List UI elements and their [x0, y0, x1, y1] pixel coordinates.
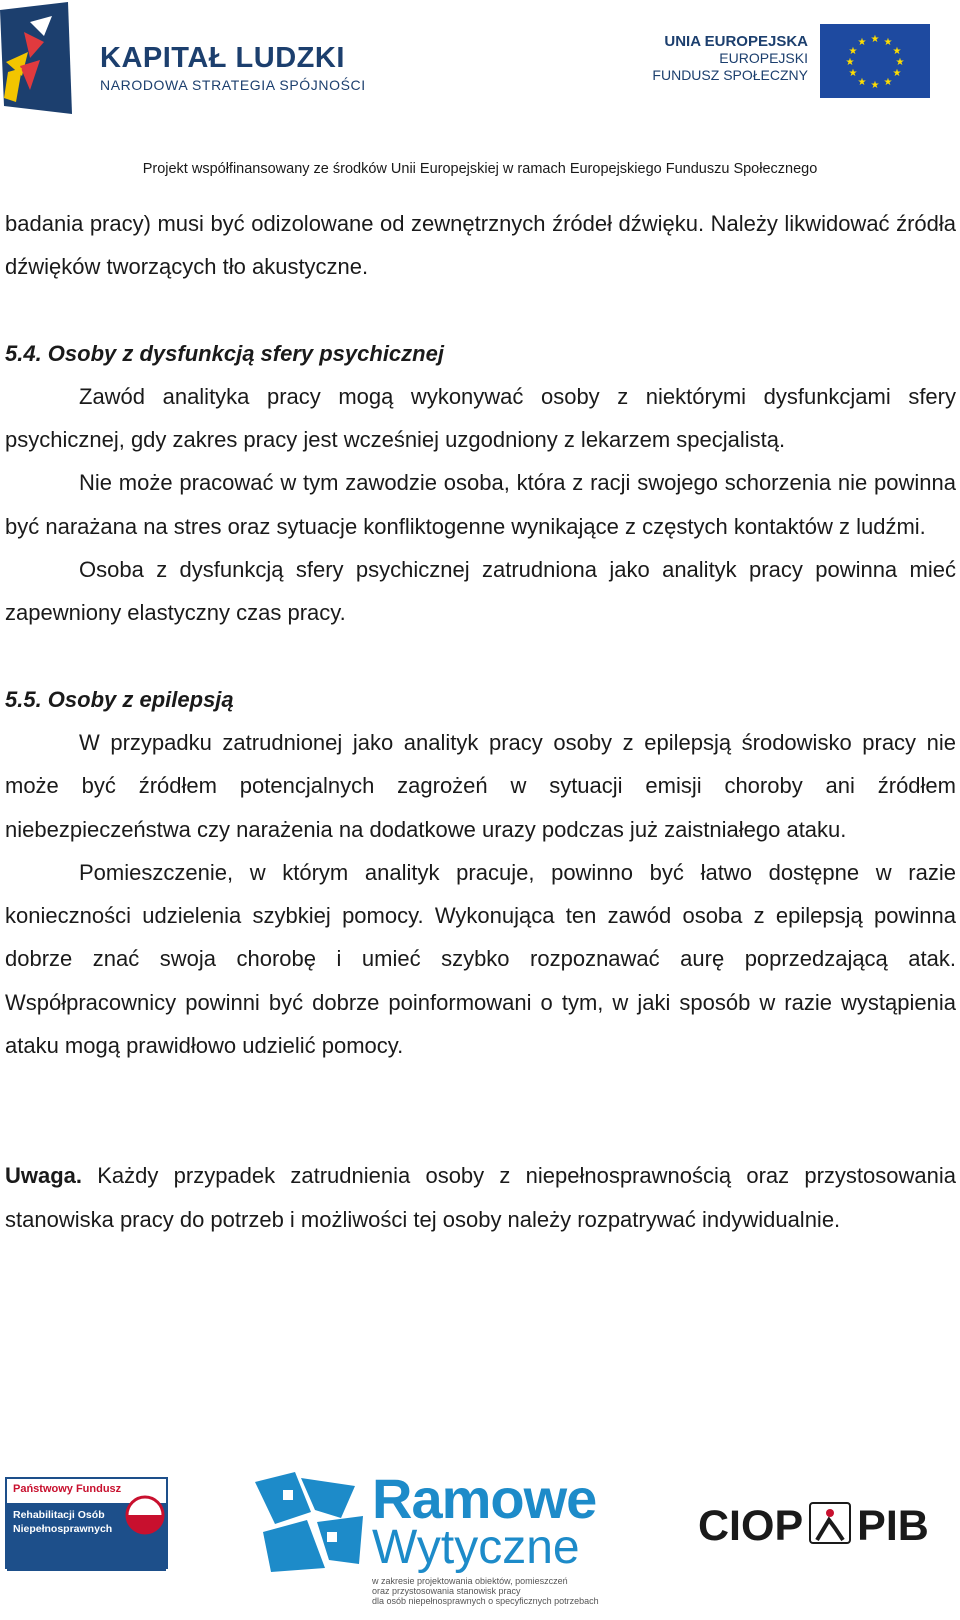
ramowe-title: Ramowe [372, 1467, 597, 1530]
svg-text:★: ★ [883, 77, 893, 88]
ciop-pib-logo [698, 1502, 929, 1551]
svg-text:★: ★ [857, 37, 867, 48]
intro-paragraph: badania pracy) musi być odizolowane od zewnętrznych źródeł dźwięku. Należy likwidować źródła dźwięków tworzących tło akustyczne. [5, 211, 956, 280]
pfron-circle-icon [125, 1495, 165, 1535]
svg-text:★: ★ [857, 77, 867, 88]
pfron-logo [5, 1477, 168, 1569]
section-5-5-paragraph-1: W przypadku zatrudnionej jako analityk pracy osoby z epilepsją środowisko pracy nie może być źródłem potencjalnych zagrożeń w sytuacji emisji choroby ani źródłem niebezpieczeństwa czy narażenia na dodatkowe urazy podczas już zaistniałego ataku. [5, 729, 956, 842]
ramowe-wytyczne-icon [255, 1472, 367, 1572]
svg-text:★: ★ [848, 46, 858, 57]
pfron-lines-2-3 [13, 1509, 112, 1536]
kapital-ludzki-logo-icon [0, 2, 75, 120]
ciop-text: CIOP [698, 1502, 804, 1550]
section-5-5-paragraph-2: Pomieszczenie, w którym analityk pracuje, powinno być łatwo dostępne w razie konieczności udzielenia szybkiej pomocy. Wykonująca ten zawód osoba z epilepsją powinna dobrze znać swoja chorobę i umieć szybko rozpoznawać aurę poprzedzającą atak. Współpracownicy powinni być dobrze poinformowani o tym, w jaki sposób w razie wystąpienia ataku mogą prawidłowo udzielić pomocy. [5, 859, 956, 1059]
eu-line-2: EUROPEJSKI [719, 50, 808, 66]
section-heading-5-4: 5.4. Osoby z dysfunkcją sfery psychicznej [5, 340, 444, 366]
svg-text:★: ★ [870, 80, 880, 91]
spacer [5, 1067, 956, 1154]
spacer [5, 289, 956, 332]
pfron-line-1: Państwowy Fundusz [13, 1483, 122, 1495]
ramowe-description: w zakresie projektowania obiektów, pomieszczeń oraz przystosowania stanowisk pracy dla osób niepełnosprawnych o specyficznych potrzebach [372, 1576, 599, 1606]
pfron-line-3: Niepełnosprawnych [13, 1522, 113, 1535]
kapital-ludzki-subtitle: NARODOWA STRATEGIA SPÓJNOŚCI [100, 77, 366, 93]
pfron-line-2: Rehabilitacji Osób [13, 1509, 105, 1521]
eu-flag-icon [820, 24, 930, 98]
section-5-4-paragraph-3: Osoba z dysfunkcją sfery psychicznej zatrudniona jako analityk pracy powinna mieć zapewniony elastyczny czas pracy. [5, 557, 956, 626]
svg-text:★: ★ [892, 68, 902, 79]
svg-text:★: ★ [848, 68, 858, 79]
svg-text:★: ★ [883, 37, 893, 48]
section-5-4-paragraph-1: Zawód analityka pracy mogą wykonywać osoby z niektórymi dysfunkcjami sfery psychicznej, gdy zakres pracy jest wcześniej uzgodniony z lekarzem specjalistą. [5, 383, 956, 453]
note-label: Uwaga. [5, 1163, 83, 1189]
section-heading-5-5: 5.5. Osoby z epilepsją [5, 686, 234, 712]
eu-line-3: FUNDUSZ SPOŁECZNY [652, 67, 808, 83]
svg-text:★: ★ [845, 57, 855, 68]
svg-text:★: ★ [892, 46, 902, 57]
kapital-ludzki-title: KAPITAŁ LUDZKI [100, 42, 345, 74]
eu-text-block [652, 33, 808, 84]
wytyczne-subtitle: Wytyczne [372, 1521, 580, 1574]
note-paragraph [5, 1154, 956, 1241]
section-5-4-paragraph-2: Nie może pracować w tym zawodzie osoba, która z racji swojego schorzenia nie powinna być narażana na stres oraz sytuacje konfliktogenne wynikające z częstych kontaktów z ludźmi. [5, 470, 956, 539]
spacer [5, 635, 956, 678]
eu-line-1: UNIA EUROPEJSKA [664, 33, 808, 50]
note-text: Każdy przypadek zatrudnienia osoby z niepełnosprawnością oraz przystosowania stanowiska pracy do potrzeb i możliwości tej osoby należy rozpatrywać indywidualnie. [5, 1163, 956, 1232]
person-icon [809, 1502, 851, 1544]
pib-text: PIB [857, 1502, 929, 1550]
page-header [0, 0, 960, 185]
document-body [5, 202, 956, 1241]
cofinancing-note: Projekt współfinansowany ze środków Unii Europejskiej w ramach Europejskiego Funduszu Społecznego [142, 161, 818, 177]
svg-text:★: ★ [895, 57, 905, 68]
svg-text:★: ★ [870, 34, 880, 45]
